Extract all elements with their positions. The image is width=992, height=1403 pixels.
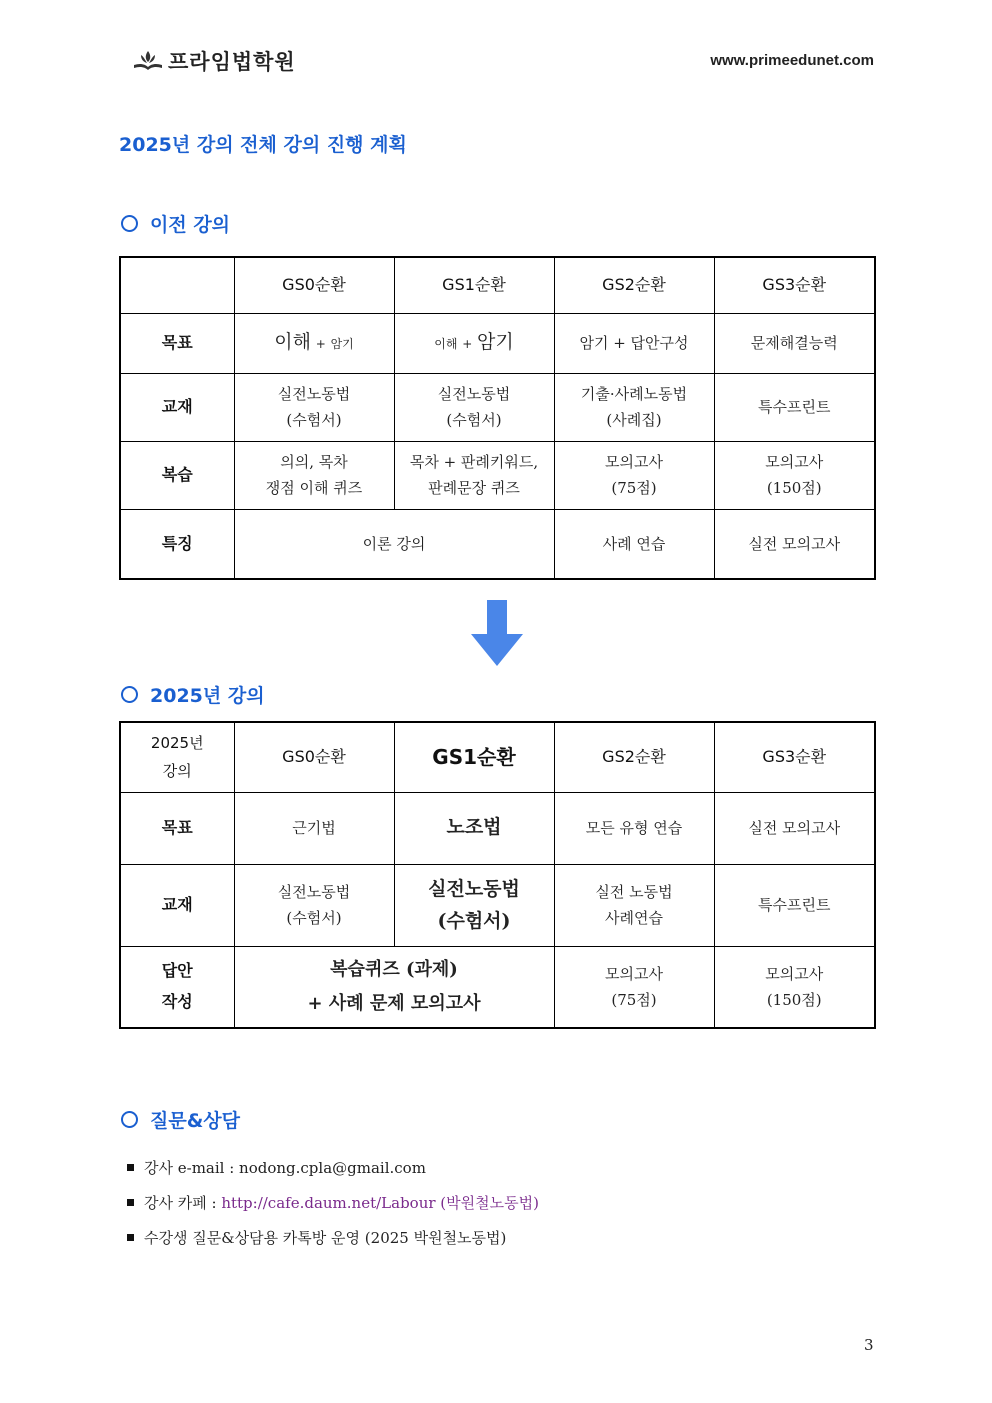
row-label: 목표 — [120, 313, 234, 373]
table-cell: 암기 + 답안구성 — [554, 313, 714, 373]
cell-text: 실전노동법 — [437, 384, 511, 403]
cell-text: 쟁점 이해 퀴즈 — [265, 479, 363, 497]
cell-text: 작성 — [161, 991, 193, 1011]
cell-text: (수험서) — [286, 411, 342, 429]
table-row — [120, 864, 875, 946]
table-cell — [394, 373, 554, 441]
lecture-2025-table — [119, 721, 876, 1029]
table-header-row — [120, 257, 875, 313]
column-header: GS1순환 — [394, 257, 554, 313]
row-label: 교재 — [120, 864, 234, 946]
table-header-row — [120, 722, 875, 792]
section-heading-qa — [119, 1106, 240, 1133]
column-header: GS2순환 — [554, 722, 714, 792]
table-cell — [394, 864, 554, 946]
list-item-label: 강사 e-mail : — [144, 1159, 240, 1177]
list-item-label: 강사 카페 : — [144, 1194, 222, 1212]
cell-text: (수험서) — [446, 411, 502, 429]
circle-bullet-icon — [121, 686, 138, 703]
column-header: GS0순환 — [234, 257, 394, 313]
row-label: 교재 — [120, 373, 234, 441]
cell-text: 이해 — [274, 331, 311, 354]
table-cell: 실전 모의고사 — [714, 509, 875, 579]
table-row — [120, 373, 875, 441]
table-cell — [234, 313, 394, 373]
cell-text: 복습퀴즈 (과제) — [330, 958, 458, 980]
cell-text: (수험서) — [286, 909, 342, 927]
row-label — [120, 946, 234, 1028]
cell-text: + — [315, 337, 326, 352]
circle-bullet-icon — [121, 1111, 138, 1128]
table-cell — [714, 946, 875, 1028]
section-title: 이전 강의 — [150, 214, 231, 236]
section-title: 2025년 강의 — [150, 685, 265, 707]
logo-text: 프라임법학원 — [168, 50, 296, 74]
cell-text: 사례연습 — [605, 909, 663, 927]
cell-text: 암기 — [477, 331, 514, 354]
table-row — [120, 792, 875, 864]
table-cell — [234, 946, 554, 1028]
cell-text: (150점) — [766, 990, 822, 1009]
square-bullet-icon — [127, 1164, 134, 1171]
cell-text: 실전노동법 — [277, 384, 351, 403]
cell-text: 이해 — [434, 337, 458, 352]
cell-text: 판례문장 퀴즈 — [428, 479, 520, 497]
email-link[interactable]: nodong.cpla@gmail.com — [239, 1158, 426, 1177]
column-header: GS1순환 — [394, 722, 554, 792]
table-cell — [394, 441, 554, 509]
logo — [132, 46, 296, 76]
page-header — [132, 44, 874, 78]
circle-bullet-icon — [121, 215, 138, 232]
cell-text: 모의고사 — [765, 964, 824, 983]
cell-text: + 사례 문제 모의고사 — [307, 992, 481, 1014]
table-cell — [234, 864, 394, 946]
table-cell: 특수프린트 — [714, 864, 875, 946]
cell-text: (수험서) — [437, 910, 511, 932]
document-title: 2025년 강의 전체 강의 진행 계획 — [119, 134, 407, 156]
list-item-label: 수강생 질문&상담용 카톡방 운영 (2025 박원철노동법) — [144, 1229, 507, 1247]
book-lotus-icon — [132, 49, 164, 73]
table-cell — [234, 373, 394, 441]
cell-text: 모의고사 — [605, 452, 663, 471]
section-heading-2025 — [119, 681, 265, 708]
column-header: GS0순환 — [234, 722, 394, 792]
cell-text: 모의고사 — [605, 964, 663, 983]
cell-text: 기출·사례노동법 — [580, 384, 688, 403]
corner-cell — [120, 257, 234, 313]
column-header: GS3순환 — [714, 257, 875, 313]
arrow-down-icon — [471, 600, 523, 666]
cell-text: 암기 — [330, 337, 354, 352]
cell-text: 답안 — [161, 961, 193, 981]
square-bullet-icon — [127, 1199, 134, 1206]
row-label: 복습 — [120, 441, 234, 509]
cell-text: (150점) — [766, 479, 822, 497]
table-cell — [554, 946, 714, 1028]
table-row — [120, 441, 875, 509]
table-row — [120, 509, 875, 579]
table-row — [120, 313, 875, 373]
cell-text: (75점) — [611, 479, 657, 497]
square-bullet-icon — [127, 1234, 134, 1241]
table-cell: 근기법 — [234, 792, 394, 864]
table-cell: 문제해결능력 — [714, 313, 875, 373]
table-cell: 특수프린트 — [714, 373, 875, 441]
table-cell: 이론 강의 — [234, 509, 554, 579]
cafe-link[interactable]: http://cafe.daum.net/Labour (박원철노동법) — [221, 1194, 539, 1212]
cell-text: (사례집) — [606, 411, 662, 429]
cell-text: + — [462, 337, 473, 352]
table-cell: 사례 연습 — [554, 509, 714, 579]
cell-text: 강의 — [162, 762, 192, 781]
list-item — [127, 1220, 539, 1255]
list-item — [127, 1150, 539, 1185]
table-cell — [234, 441, 394, 509]
page-number: 3 — [864, 1336, 874, 1354]
cell-text: 실전 노동법 — [595, 882, 673, 901]
previous-lecture-table — [119, 256, 876, 580]
column-header: GS2순환 — [554, 257, 714, 313]
table-cell — [554, 864, 714, 946]
cell-text: 목차 + 판례키워드, — [409, 452, 539, 471]
table-cell: 노조법 — [394, 792, 554, 864]
table-cell — [394, 313, 554, 373]
column-header: GS3순환 — [714, 722, 875, 792]
table-cell: 실전 모의고사 — [714, 792, 875, 864]
cell-text: (75점) — [611, 990, 657, 1009]
table-cell — [714, 441, 875, 509]
table-cell — [554, 373, 714, 441]
cell-text: 2025년 — [150, 733, 204, 752]
cell-text: 실전노동법 — [277, 882, 351, 901]
corner-cell — [120, 722, 234, 792]
cell-text: 실전노동법 — [428, 877, 520, 900]
cell-text: 의의, 목차 — [280, 452, 348, 471]
table-row — [120, 946, 875, 1028]
section-heading-previous — [119, 210, 230, 237]
table-cell: 모든 유형 연습 — [554, 792, 714, 864]
section-title: 질문&상담 — [150, 1110, 240, 1132]
row-label: 특징 — [120, 509, 234, 579]
table-cell — [554, 441, 714, 509]
row-label: 목표 — [120, 792, 234, 864]
contact-list — [127, 1150, 539, 1255]
list-item — [127, 1185, 539, 1220]
cell-text: 모의고사 — [765, 452, 824, 471]
site-url[interactable]: www.primeedunet.com — [710, 52, 874, 69]
